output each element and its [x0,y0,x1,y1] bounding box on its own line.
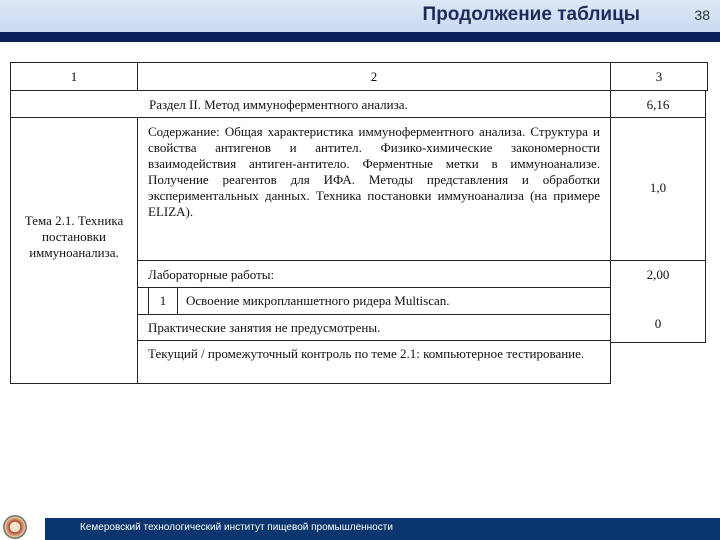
col-header-1: 1 [10,62,138,91]
header-bar [0,0,720,32]
labs-label: Лабораторные работы: [137,260,611,288]
footer-institute-name: Кемеровский технологический институт пищевой промышленности [80,522,393,533]
footer-bar [45,518,720,540]
header-divider [0,32,720,42]
page-number: 38 [694,7,710,23]
labs-hours: 2,00 [610,260,706,343]
content-text: Содержание: Общая характеристика иммуноферментного анализа. Структура и свойства антигенов и антител. Физико-химические закономерности взаимодействия антиген-антитело. Ферментные метки в иммуноанализе. Получение реагентов для ИФА. Методы представления и обработки экспериментальных данных. Техника постановки иммуноанализа (на примере ELIZA). [137,117,611,261]
practice-hours: 0 [654,316,662,331]
section-title: Раздел II. Метод иммуноферментного анализа. [10,90,611,118]
section-hours: 6,16 [610,90,706,118]
practice-text: Практические занятия не предусмотрены. [137,314,611,341]
lab-item-text: Освоение микропланшетного ридера Multiscan. [177,287,611,315]
col-header-2: 2 [137,62,611,91]
slide-title: Продолжение таблицы [422,4,640,25]
control-text: Текущий / промежуточный контроль по теме 2.1: компьютерное тестирование. [137,340,611,384]
topic-title: Тема 2.1. Техника постановки иммуноанализа. [10,117,138,384]
lab-item-number: 1 [148,287,178,315]
content-hours: 1,0 [610,117,706,261]
col-header-3: 3 [610,62,708,91]
institute-logo [3,515,27,539]
